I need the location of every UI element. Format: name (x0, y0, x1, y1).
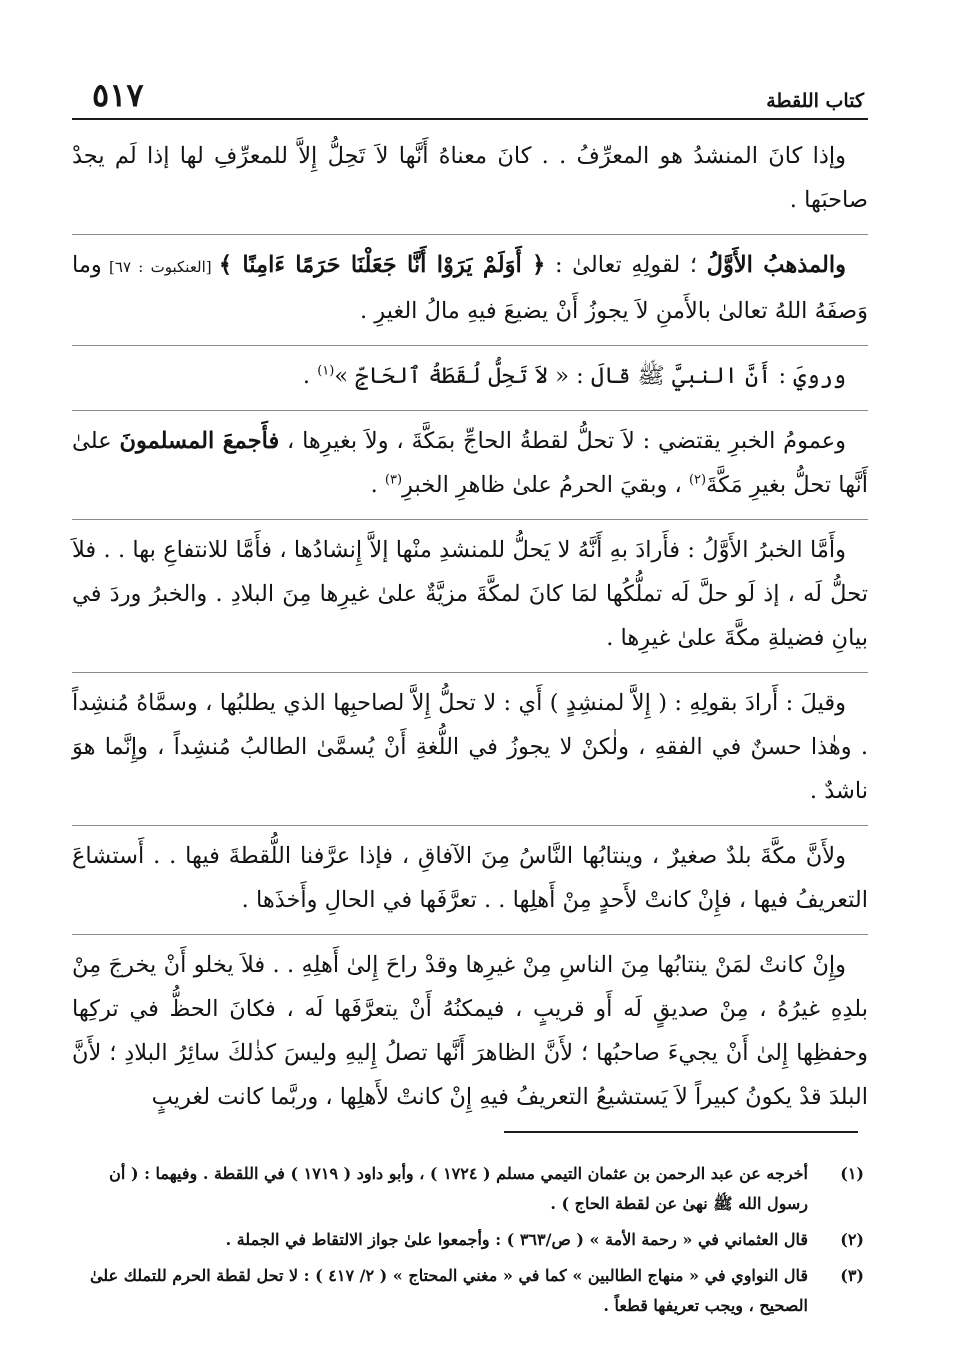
paragraph-4 (72, 410, 868, 507)
paragraph-5 (72, 519, 868, 660)
book-page (72, 70, 868, 1340)
section-heading: والمذهبُ الأَوَّلُ (706, 252, 846, 278)
footnote-number: (١) (840, 1164, 864, 1183)
main-text (72, 120, 868, 1119)
emphasis-text: فأَجمعَ المسلمونَ (119, 428, 280, 454)
page-number: ٥١٧ (92, 76, 144, 114)
footnote-text: قال العثماني في « رحمة الأمة » ( ص/٣٦٣ ) : وأجمعوا علىٰ جواز الالتقاط في الجملة . (225, 1230, 808, 1249)
paragraph-text: ؛ لقولِهِ تعالىٰ : (545, 252, 707, 278)
paragraph-text: وما وَصفَهُ اللهُ تعالىٰ بالأَمنِ لاَ يجوزُ أَنْ يضيعَ فيهِ مالُ الغيرِ . (72, 252, 868, 324)
paragraph-text: وقيلَ : أَرادَ بقولِهِ : ( إِلاَّ لمنشِدٍ ) أَي : لا تحلُّ إِلاَّ لصاحبِها الذي يطلبُها ، وسمَّاهُ مُنشِداً . وهٰذا حسنٌ في الفقهِ ، ولٰكنْ لا يجوزُ في اللُّغةِ أَنْ يُسمَّىٰ الطالبُ مُنشِداً ، وإِنَّما هوَ ناشدٌ . (72, 690, 868, 804)
footnote-marker: (١) (317, 363, 335, 379)
footnote-marker: (٣) (384, 472, 403, 488)
footnotes (72, 1159, 868, 1321)
footnote-separator (504, 1131, 858, 1133)
footnote-2 (72, 1225, 868, 1255)
paragraph-1 (72, 134, 868, 222)
footnote-marker: (٢) (688, 472, 707, 488)
verse-reference: [العنكبوت : ٦٧] (101, 258, 219, 276)
paragraph-6 (72, 672, 868, 813)
footnote-3 (72, 1261, 868, 1321)
paragraph-text: علىٰ أَنَّها تحلُّ بغيرِ مَكَّةَ (72, 428, 868, 498)
paragraph-7 (72, 825, 868, 922)
paragraph-text: . (302, 363, 318, 389)
paragraph-8 (72, 934, 868, 1119)
paragraph-text: . (370, 472, 385, 498)
paragraph-text: ، وبقيَ الحرمُ علىٰ ظاهرِ الخبرِ (402, 472, 689, 498)
footnote-number: (٣) (840, 1266, 864, 1285)
paragraph-text: ولأَنَّ مكَّةَ بلدٌ صغيرٌ ، وينتابُها النَّاسُ مِنَ الآفاقِ ، فإذا عرَّفنا اللُّقطةَ فيها . . أَستشاعَ التعريفُ فيها ، فإِنْ كانتْ لأَحدٍ مِنْ أَهلِها . . تعرَّفَها في الحالِ وأَخذَها . (72, 843, 868, 913)
footnote-text: أخرجه عن عبد الرحمن بن عثمان التيمي مسلم ( ١٧٢٤ ) ، وأبو داود ( ١٧١٩ ) في اللقطة . وفيهما : ( أن رسول الله ﷺ نهىٰ عن لقطة الحاج ) . (109, 1164, 808, 1213)
paragraph-text: وإِنْ كانتْ لمَنْ ينتابُها مِنَ الناسِ مِنْ غيرِها وقدْ راحَ إِلىٰ أَهلِهِ . . فلاَ يخلو أَنْ يخرجَ مِنْ بلدِهِ غيرُهُ ، مِنْ صديقٍ لَه أَو قريبٍ ، فيمكنُهُ أَنْ يتعرَّفَها لَه ، فكانَ الحظُّ في تركِها وحفظِها إِلىٰ أَنْ يجيءَ صاحبُها ؛ لأَنَّ الظاهرَ أَنَّها تصلُ إِليهِ وليسَ كذٰلكَ سائِرُ البلادِ ؛ لأَنَّ البلدَ قدْ يكونُ كبيراً لاَ يَستشيعُ التعريفُ فيهِ إِنْ كانتْ لأَهلِها ، وربَّما كانت لغريبٍ (72, 952, 868, 1110)
footnote-text: قال النواوي في « منهاج الطالبين » كما في « مغني المحتاج » ( ٢/ ٤١٧ ) : لا تحل لقطة الحرم للتملك علىٰ الصحيح ، ويجب تعريفها قطعاً . (89, 1266, 808, 1315)
paragraph-2 (72, 234, 868, 333)
footnote-1 (72, 1159, 868, 1219)
paragraph-text: ورويَ : أَنَّ النبيَّ ﷺ قالَ : « لاَ تَحِلُّ لُقَطَةُ ٱلحَاجِّ » (334, 363, 846, 389)
quran-verse: ﴿ أَوَلَمْ يَرَوْا أَنَّا جَعَلْنَا حَرَمًا ءَامِنًا ﴾ (218, 252, 546, 278)
paragraph-text: وإذا كانَ المنشدُ هو المعرِّفُ . . كانَ معناهُ أَنَّها لاَ تَحِلُّ إِلاَّ للمعرِّفِ لها إذا لَم يجدْ صاحبَها . (72, 143, 868, 213)
running-header (72, 70, 868, 120)
paragraph-text: وعمومُ الخبرِ يقتضي : لاَ تحلُّ لقطةُ الحاجِّ بمَكَّةَ ، ولاَ بغيرِها ، (279, 428, 846, 454)
book-title: كتاب اللقطة (766, 90, 864, 112)
paragraph-3 (72, 345, 868, 398)
paragraph-text: وأَمَّا الخبرُ الأَوَّلُ : فأَرادَ بهِ أَنَّهُ لا يَحلُّ للمنشدِ منْها إلاَّ إِنشادُها ، فأَمَّا للانتفاعِ بها . . فلاَ تحلُّ لَه ، إذ لَو حلَّ لَه تملُّكُها لمَا كانَ لمكَّةَ مزيَّةٌ علىٰ غيرِها مِنَ البلادِ . والخبرُ وردَ في بيانِ فضيلةِ مكَّةَ علىٰ غيرِها . (72, 537, 868, 651)
footnote-number: (٢) (840, 1230, 864, 1249)
